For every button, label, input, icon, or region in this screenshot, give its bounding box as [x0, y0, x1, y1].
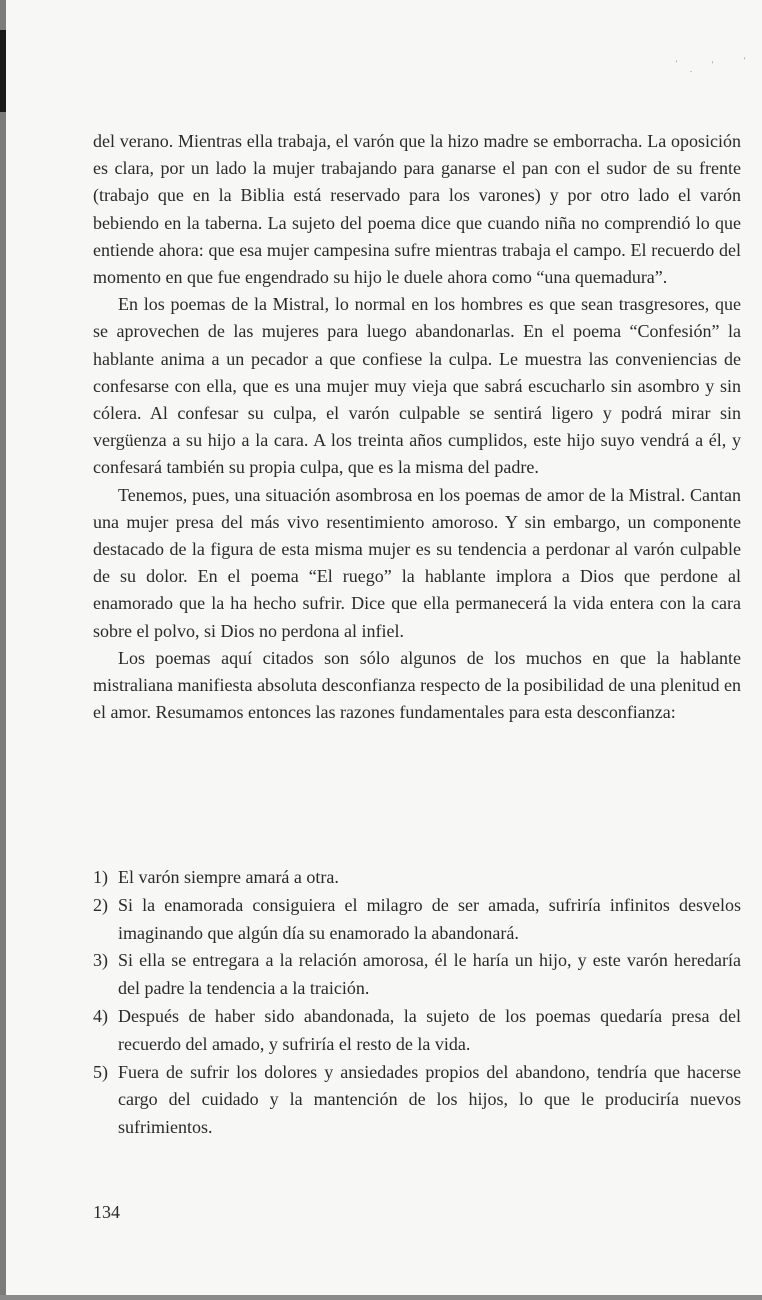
list-item-text: Después de haber sido abandonada, la sujeto de los poemas quedaría presa del recuerdo del amado, y sufriría el resto de la vida.	[118, 1005, 741, 1054]
list-item-number: 1)	[93, 867, 108, 887]
scan-edge-bottom	[0, 1295, 762, 1300]
list-item-text: Si ella se entregara a la relación amorosa, él le haría un hijo, y este varón heredaría del padre la tendencia a la traición.	[118, 950, 741, 999]
paragraph: Los poemas aquí citados son sólo algunos de los muchos en que la hablante mistraliana manifiesta absoluta desconfianza respecto de la posibilidad de una plenitud en el amor. Resumamos entonces las razones fundamentales para esta desconfianza:	[93, 647, 741, 723]
list-item-text: Si la enamorada consiguiera el milagro de ser amada, sufriría infinitos desvelos imaginando que algún día su enamorado la abandonará.	[118, 894, 741, 943]
scan-speck: '	[712, 60, 714, 69]
list-item	[93, 1003, 741, 1059]
reasons-list	[93, 864, 741, 1142]
scan-speck: '	[676, 59, 678, 68]
paragraph: del verano. Mientras ella trabaja, el varón que la hizo madre se emborracha. La oposición es clara, por un lado la mujer trabajando para ganarse el pan con el sudor de su frente (trabajo que en la Biblia está reservado para los varones) y por otro lado el varón bebiendo en la taberna. La sujeto del poema dice que cuando niña no comprendió lo que entiende ahora: que esa mujer campesina sufre mientras trabaja el campo. El recuerdo del momento en que fue engendrado su hijo le duele ahora como “una quemadura”.	[93, 131, 741, 288]
list-item-number: 3)	[93, 950, 108, 971]
list-item-number: 5)	[93, 1061, 108, 1082]
list-item-text: Fuera de sufrir los dolores y ansiedades propios del abandono, tendría que hacerse cargo del cuidado y la mantención de los hijos, lo que le produciría nuevos sufrimientos.	[118, 1061, 741, 1138]
paragraph: En los poemas de la Mistral, lo normal en los hombres es que sean trasgresores, que se aprovechen de las mujeres para luego abandonarlas. En el poema “Confesión” la hablante anima a un pecador a que confiese la culpa. Le muestra las conveniencias de confesarse con ella, que es una mujer muy vieja que sabrá escucharlo sin asombro y sin cólera. Al confesar su culpa, el varón culpable se sentirá ligero y podrá mirar sin vergüenza a su hijo a la cara. A los treinta años cumplidos, este hijo suyo vendrá a él, y confesará también su propia culpa, que es la misma del padre.	[93, 294, 741, 478]
paragraph: Tenemos, pues, una situación asombrosa en los poemas de amor de la Mistral. Cantan una mujer presa del más vivo resentimiento amoroso. Y sin embargo, un componente destacado de la figura de esta misma mujer es su tendencia a perdonar al varón culpable de su dolor. En el poema “El ruego” la hablante implora a Dios que perdone al enamorado que la ha hecho sufrir. Dice que ella permanecerá la vida entera con la cara sobre el polvo, si Dios no perdona al infiel.	[93, 484, 741, 641]
list-item	[93, 892, 741, 948]
scan-edge-shadow	[0, 30, 6, 112]
list-item-text: El varón siempre amará a otra.	[118, 867, 339, 887]
scan-edge-left	[0, 0, 6, 1296]
scan-speck: .	[690, 65, 692, 74]
body-text	[93, 128, 741, 726]
list-item	[93, 864, 741, 892]
list-item-number: 2)	[93, 894, 108, 915]
scan-speck: '	[744, 56, 746, 65]
page-number: 134	[93, 1202, 120, 1222]
list-item	[93, 1059, 741, 1142]
list-item	[93, 947, 741, 1003]
list-item-number: 4)	[93, 1005, 108, 1026]
